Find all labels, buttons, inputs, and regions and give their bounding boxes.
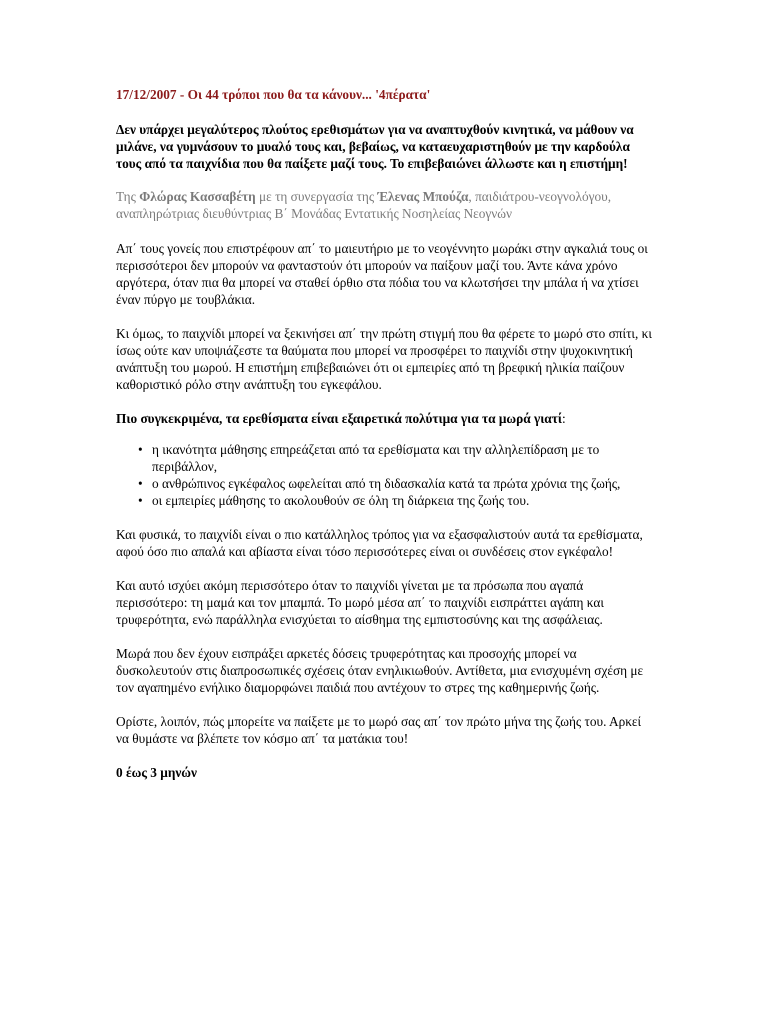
paragraph-6: Ορίστε, λοιπόν, πώς μπορείτε να παίξετε με το μωρό σας απ΄ τον πρώτο μήνα της ζωής του. Αρκεί να θυμάστε να βλέπετε τον κόσμο απ΄ τα ματάκια του! bbox=[116, 714, 642, 746]
paragraph-3: Και φυσικά, το παιχνίδι είναι ο πιο κατάλληλος τρόπος για να εξασφαλιστούν αυτά τα ερεθίσματα, αφού όσο πιο απαλά και αβίαστα είναι τόσο περισσότερες είναι οι συνδέσεις στον εγκέφαλο! bbox=[116, 527, 643, 559]
byline-suffix: , παιδιάτρου-νεογνολόγου, αναπληρώτριας διευθύντριας Β΄ Μονάδας Εντατικής Νοσηλείας Νεογνών bbox=[116, 189, 612, 221]
paragraph-5: Μωρά που δεν έχουν εισπράξει αρκετές δόσεις τρυφερότητας και προσοχής μπορεί να δυσκολευτούν στις διαπροσωπικές σχέσεις όταν ενηλικιωθούν. Αντίθετα, μια ενισχυμένη σχέση με τον αγαπημένο ενήλικο διαμορφώνει παιδιά που αντέχουν το στρες της καθημερινής ζωής. bbox=[116, 646, 644, 695]
list-item bbox=[116, 441, 656, 475]
article-title: 17/12/2007 - Οι 44 τρόποι που θα τα κάνουν... '4πέρατα' bbox=[116, 87, 431, 102]
list-item bbox=[116, 492, 656, 509]
list-intro-bold: Πιο συγκεκριμένα, τα ερεθίσματα είναι εξαιρετικά πολύτιμα για τα μωρά γιατί bbox=[116, 411, 562, 426]
bullet-icon: • bbox=[138, 493, 143, 508]
bullet-icon: • bbox=[138, 476, 143, 491]
benefits-list bbox=[116, 441, 656, 509]
list-item bbox=[116, 475, 656, 492]
byline-author: Φλώρας Κασσαβέτη bbox=[139, 189, 256, 204]
list-item-text: ο ανθρώπινος εγκέφαλος ωφελείται από τη διδασκαλία κατά τα πρώτα χρόνια της ζωής, bbox=[152, 476, 621, 491]
article bbox=[116, 86, 656, 781]
list-item-text: η ικανότητα μάθησης επηρεάζεται από τα ερεθίσματα και την αλληλεπίδραση με το περιβάλλον, bbox=[152, 442, 600, 474]
list-intro-tail: : bbox=[561, 411, 566, 426]
list-intro bbox=[116, 410, 656, 427]
byline-collaborator: Έλενας Μπούζα bbox=[377, 189, 469, 204]
section-heading: 0 έως 3 μηνών bbox=[116, 765, 197, 780]
article-lead: Δεν υπάρχει μεγαλύτερος πλούτος ερεθισμάτων για να αναπτυχθούν κινητικά, να μάθουν να μιλάνε, να γυμνάσουν το μυαλό τους και, βεβαίως, να καταευχαριστηθούν με την καρδούλα τους από τα παιχνίδια που θα παίξετε μαζί τους. Το επιβεβαιώνει άλλωστε και η επιστήμη! bbox=[116, 122, 634, 171]
paragraph-1: Απ΄ τους γονείς που επιστρέφουν απ΄ το μαιευτήριο με το νεογέννητο μωράκι στην αγκαλιά τους οι περισσότεροι δεν μπορούν να φανταστούν ότι μπορούν να παίξουν μαζί του. Άντε κάνα χρόνο αργότερα, όταν πια θα μπορεί να σταθεί όρθιο στα πόδια του να κλωτσήσει την μπάλα ή να χτίσει έναν πύργο με τουβλάκια. bbox=[116, 241, 648, 307]
article-byline bbox=[116, 188, 656, 222]
bullet-icon: • bbox=[138, 442, 143, 457]
paragraph-2: Κι όμως, το παιχνίδι μπορεί να ξεκινήσει απ΄ την πρώτη στιγμή που θα φέρετε το μωρό στο σπίτι, κι ίσως ούτε καν υποψιάζεστε τα θαύματα που μπορεί να προσφέρει το παιχνίδι στην ψυχοκινητική ανάπτυξη του μωρού. Η επιστήμη επιβεβαιώνει ότι οι εμπειρίες από τη βρεφική ηλικία παίζουν καθοριστικό ρόλο στην ανάπτυξη του εγκεφάλου. bbox=[116, 326, 652, 392]
paragraph-4: Και αυτό ισχύει ακόμη περισσότερο όταν το παιχνίδι γίνεται με τα πρόσωπα που αγαπά περισσότερο: τη μαμά και τον μπαμπά. Το μωρό μέσα απ΄ το παιχνίδι εισπράττει αγάπη και τρυφερότητα, ενώ παράλληλα ενισχύεται το αίσθημα της εμπιστοσύνης και της ασφάλειας. bbox=[116, 578, 604, 627]
byline-prefix: Της bbox=[116, 189, 140, 204]
byline-middle: με τη συνεργασία της bbox=[255, 189, 378, 204]
list-item-text: οι εμπειρίες μάθησης το ακολουθούν σε όλη τη διάρκεια της ζωής του. bbox=[152, 493, 530, 508]
